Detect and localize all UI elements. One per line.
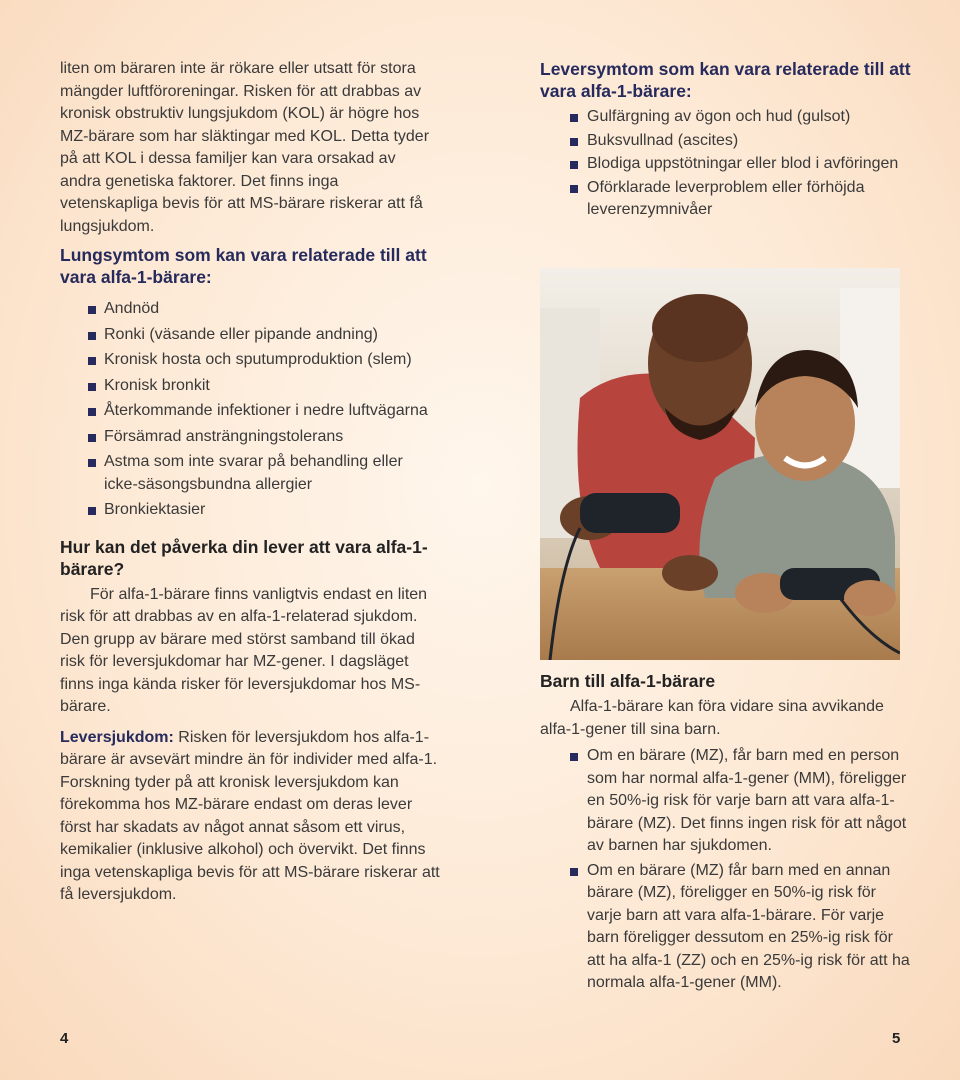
list-item: Försämrad ansträngningstolerans: [88, 426, 440, 449]
children-section: [540, 670, 915, 997]
bullet-square-icon: [88, 332, 96, 340]
photo-illustration: [540, 268, 900, 660]
liver-impact-paragraph: För alfa-1-bärare finns vanligtvis endast en liten risk för att drabbas av en alfa-1-relaterad sjukdom. Den grupp av bärare med störst samband till ökad risk för leversjukdomar har MZ-gener. I dagsläget finns inga kända risker för leversjukdomar hos MS-bärare.: [60, 585, 428, 715]
list-item: Andnöd: [88, 298, 440, 321]
liver-disease-lead: Leversjukdom:: [60, 728, 174, 746]
page-number-left: 4: [60, 1030, 69, 1047]
list-item: Kronisk hosta och sputumproduktion (slem): [88, 349, 440, 372]
page-number-right: 5: [892, 1030, 901, 1047]
bullet-square-icon: [570, 185, 578, 193]
liver-disease-paragraph: Leversjukdom: Risken för leversjukdom hos alfa-1-bärare är avsevärt mindre än för individer med alfa-1. Forskning tyder på att kronisk leversjukdom kan förekomma hos MZ-bärare endast om deras lever först har skadats av något annat såsom ett virus, kemikalier (inklusive alkohol) och övervikt. Det finns inga vetenskapliga bevis för att MS-bärare riskerar att få leversjukdom.: [60, 728, 440, 903]
children-list: [570, 745, 915, 995]
bullet-square-icon: [88, 459, 96, 467]
list-item: Astma som inte svarar på behandling eller icke-säsongsbundna allergier: [88, 451, 440, 496]
list-item: Återkommande infektioner i nedre luftvägarna: [88, 400, 440, 423]
bullet-square-icon: [88, 408, 96, 416]
children-heading: Barn till alfa-1-bärare: [540, 671, 716, 691]
list-item: Oförklarade leverproblem eller förhöjda leverenzymnivåer: [570, 177, 915, 222]
bullet-square-icon: [570, 161, 578, 169]
list-item: Blodiga uppstötningar eller blod i avföringen: [570, 153, 915, 176]
lung-symptoms-list: [88, 298, 440, 522]
liver-symptoms-heading: Leversymtom som kan vara relaterade till att vara alfa-1-bärare:: [540, 59, 911, 101]
bullet-square-icon: [570, 753, 578, 761]
liver-symptoms-list: [570, 106, 915, 222]
list-item: Om en bärare (MZ), får barn med en person som har normal alfa-1-gener (MM), föreligger en 50%-ig risk för varje barn att vara alfa-1-bärare (MZ). Det finns ingen risk för att något av barnen har sjukdomen.: [570, 745, 915, 858]
bullet-square-icon: [88, 434, 96, 442]
bullet-square-icon: [570, 868, 578, 876]
list-item: Kronisk bronkit: [88, 375, 440, 398]
liver-impact-heading: Hur kan det påverka din lever att vara alfa-1-bärare?: [60, 536, 428, 579]
bullet-square-icon: [88, 357, 96, 365]
list-item: Ronki (väsande eller pipande andning): [88, 324, 440, 347]
father-son-photo: [540, 268, 900, 660]
intro-paragraph: liten om bäraren inte är rökare eller utsatt för stora mängder luftföroreningar. Risken för att drabbas av kronisk obstruktiv lungsjukdom (KOL) är högre hos MZ-bärare som har släktingar med KOL. Detta tyder på att KOL i dessa familjer kan vara orsakad av andra genetiska faktorer. Det finns inga vetenskapliga bevis för att MS-bärare riskerar att få lungsjukdom.: [60, 60, 430, 235]
bullet-square-icon: [88, 383, 96, 391]
bullet-square-icon: [570, 114, 578, 122]
lung-symptoms-heading: Lungsymtom som kan vara relaterade till att vara alfa-1-bärare:: [60, 245, 427, 287]
list-item: Buksvullnad (ascites): [570, 130, 915, 153]
children-intro: Alfa-1-bärare kan föra vidare sina avvikande alfa-1-gener till sina barn.: [540, 698, 884, 738]
bullet-square-icon: [88, 507, 96, 515]
left-column: [60, 58, 440, 907]
list-item: Bronkiektasier: [88, 499, 440, 522]
list-item: Gulfärgning av ögon och hud (gulsot): [570, 106, 915, 129]
right-column: [540, 58, 915, 223]
list-item: Om en bärare (MZ) får barn med en annan bärare (MZ), föreligger en 50%-ig risk för varje barn att vara alfa-1-bärare. För varje barn föreligger dessutom en 25%-ig risk för att ha alfa-1 (ZZ) och en 25%-ig risk för att ha normala alfa-1-gener (MM).: [570, 860, 915, 995]
bullet-square-icon: [570, 138, 578, 146]
bullet-square-icon: [88, 306, 96, 314]
